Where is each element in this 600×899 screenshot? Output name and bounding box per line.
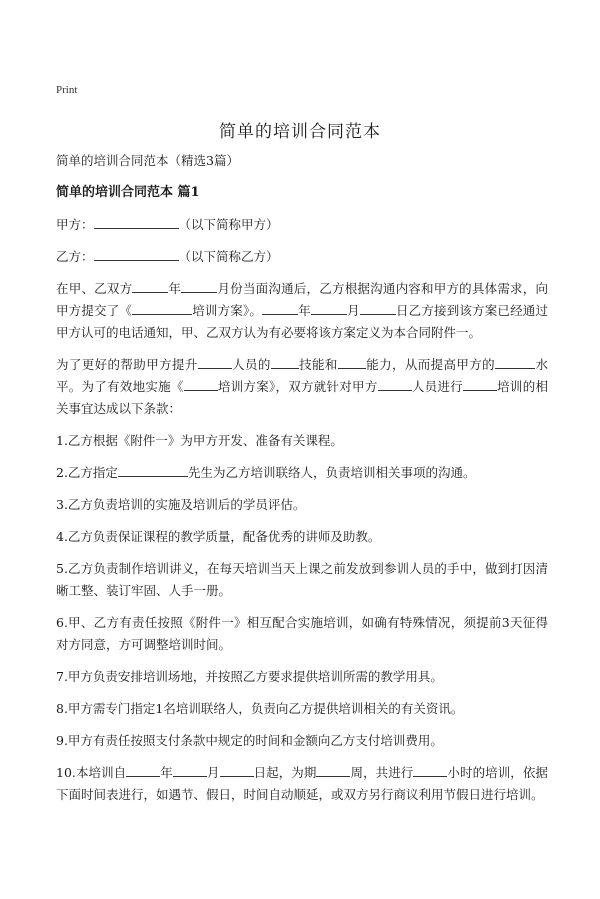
paragraph-1 — [56, 278, 548, 344]
blank — [495, 354, 535, 369]
blank — [360, 300, 396, 315]
party-b-suffix: （以下简称乙方） — [178, 249, 279, 264]
print-link[interactable]: Print — [56, 84, 78, 96]
para2-text-2: 人员的 — [231, 357, 271, 372]
clause-4: 4.乙方负责保证课程的教学质量，配备优秀的讲师及助教。 — [56, 529, 381, 544]
blank — [173, 762, 207, 777]
clause10-text-4: 日起，为期 — [253, 765, 317, 780]
party-a-label: 甲方： — [56, 217, 94, 232]
para1-text-6: 月 — [346, 303, 360, 318]
party-b-blank — [94, 246, 179, 261]
para1-text-4: 培训方案》。 — [192, 303, 263, 318]
para1-text-3: 月份当面沟通后，乙方根据沟通内容和甲方的具体需求，向甲方提交了《 — [56, 281, 548, 318]
blank — [262, 300, 298, 315]
clause-7: 7.甲方负责安排培训场地，并按照乙方要求提供培训所需的教学用具。 — [56, 669, 443, 684]
party-b-label: 乙方： — [56, 249, 94, 264]
clause10-text-5: 周，共进行 — [350, 765, 414, 780]
blank — [181, 278, 217, 293]
clause2-text-2: 先生为乙方培训联络人，负责培训相关事项的沟通。 — [187, 465, 476, 480]
blank — [126, 762, 160, 777]
blank — [132, 300, 192, 315]
blank — [118, 462, 188, 477]
clause-2 — [56, 462, 548, 484]
para1-text-5: 年 — [298, 303, 311, 318]
clause-6: 6.甲、乙方有责任按照《附件一》相互配合实施培训，如确有特殊情况，须提前3天征得对方同意，方可调整培训时间。 — [56, 615, 548, 652]
clause10-text-3: 月 — [206, 765, 220, 780]
clause-8: 8.甲方需专门指定1名培训联络人，负责向乙方提供培训相关的有关资讯。 — [56, 701, 464, 716]
blank — [184, 376, 218, 391]
clause2-text-1: 2.乙方指定 — [56, 465, 118, 480]
blank — [413, 762, 447, 777]
section-heading: 简单的培训合同范本 篇1 — [56, 185, 200, 200]
blank — [271, 354, 299, 369]
para1-text-7: 日乙方接到该方案已经通过甲方认可的电话通知，甲、乙双方认为有必要将该方案定义为本合同附件一。 — [56, 303, 548, 340]
para2-text-3: 技能和 — [298, 357, 338, 372]
paragraph-2 — [56, 354, 548, 420]
blank — [463, 376, 497, 391]
para2-text-4: 能力，从而提高甲方的 — [365, 357, 496, 372]
clause-5: 5.乙方负责制作培训讲义，在每天培训当天上课之前发放到参训人员的手中，做到打因清晰工整、装订牢固、人手一册。 — [56, 561, 548, 598]
party-a-line — [56, 214, 548, 236]
para2-text-7: 人员进行 — [411, 379, 463, 394]
party-a-blank — [94, 214, 179, 229]
para1-text-1: 在甲、乙双方 — [56, 281, 133, 296]
para2-text-6: 培训方案》，双方就针对甲方 — [217, 379, 378, 394]
blank — [316, 762, 350, 777]
document-subtitle: 简单的培训合同范本（精选3篇） — [56, 153, 239, 168]
clause-9: 9.甲方有责任按照支付条款中规定的时间和金额向乙方支付培训费用。 — [56, 733, 443, 748]
document-title: 简单的培训合同范本 — [219, 122, 381, 142]
clause-1: 1.乙方根据《附件一》为甲方开发、准备有关课程。 — [56, 433, 343, 448]
clause10-text-1: 10.本培训自 — [56, 765, 127, 780]
para2-text-8: 培训的相关事宜达成以下条款： — [56, 379, 548, 416]
para1-text-2: 年 — [168, 281, 182, 296]
document-body — [56, 150, 548, 816]
party-a-suffix: （以下简称甲方） — [178, 217, 279, 232]
clause-10 — [56, 762, 548, 806]
clause10-text-2: 年 — [160, 765, 173, 780]
blank — [338, 354, 366, 369]
blank — [378, 376, 412, 391]
para2-text-5: 水平。为了有效地实施《 — [56, 357, 548, 394]
blank — [132, 278, 168, 293]
para2-text-1: 为了更好的帮助甲方提升 — [56, 357, 198, 372]
party-b-line — [56, 246, 548, 268]
clause10-text-6: 小时的培训，依据下面时间表进行，如遇节、假日，时间自动顺延，或双方另行商议利用节假日进行培训。 — [56, 765, 548, 802]
blank — [311, 300, 347, 315]
clause-3: 3.乙方负责培训的实施及培训后的学员评估。 — [56, 497, 306, 512]
blank — [198, 354, 232, 369]
blank — [220, 762, 254, 777]
